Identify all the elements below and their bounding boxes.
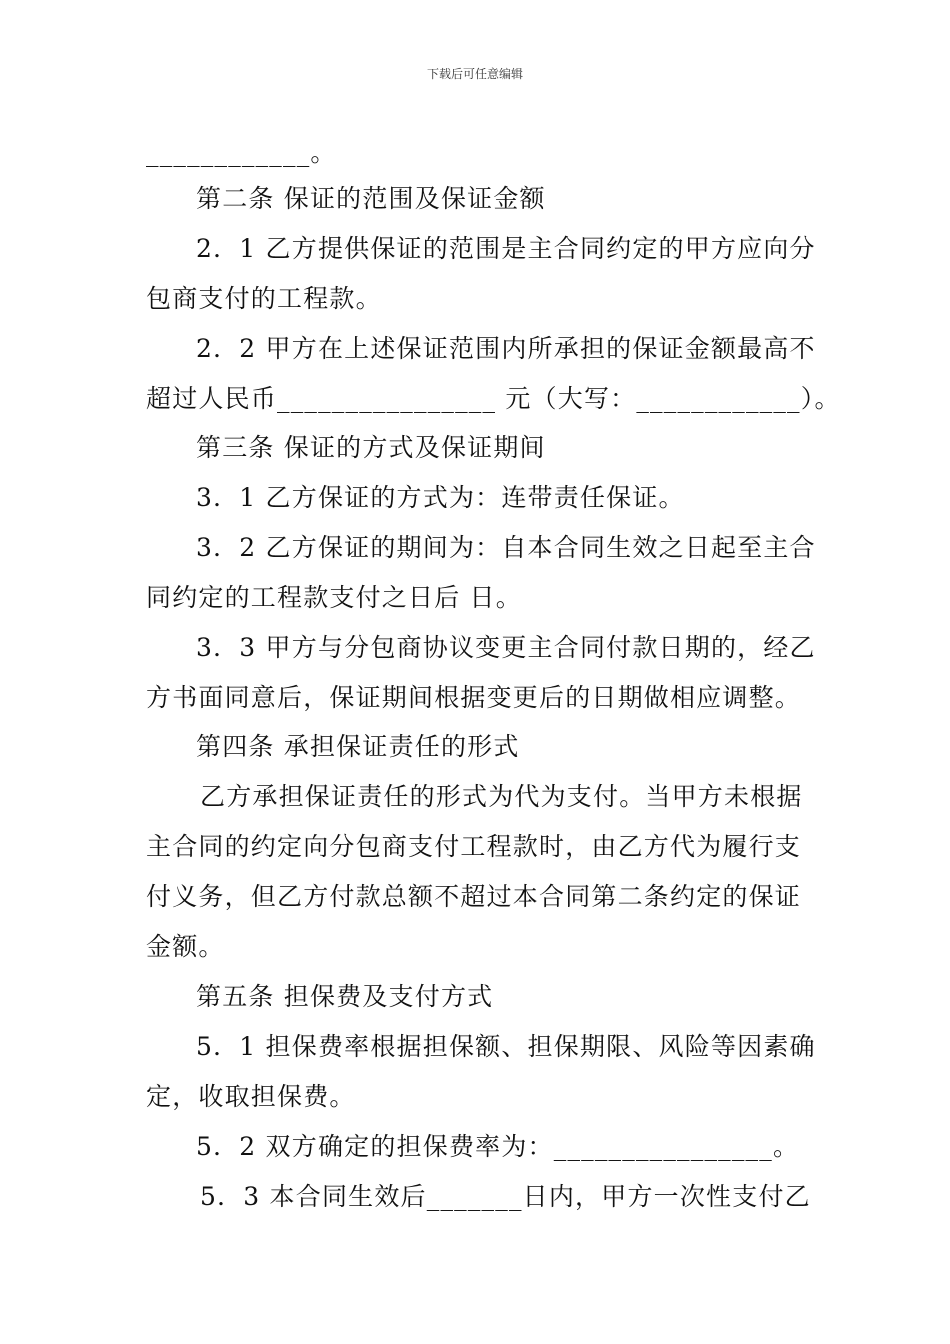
text-line: 同约定的工程款支付之日后 日。 <box>146 583 522 612</box>
text-line: 金额。 <box>146 932 225 961</box>
section-heading: 第三条 保证的方式及保证期间 <box>196 433 546 462</box>
text-line: 定，收取担保费。 <box>146 1082 356 1111</box>
text-line: 3．3 甲方与分包商协议变更主合同付款日期的，经乙 <box>196 633 816 662</box>
text-line: 5．3 本合同生效后_______日内，甲方一次性支付乙 <box>200 1182 811 1211</box>
text-line: 5．2 双方确定的担保费率为：________________。 <box>196 1132 800 1161</box>
section-heading: 第五条 担保费及支付方式 <box>196 982 494 1011</box>
text-line: 3．2 乙方保证的期间为：自本合同生效之日起至主合 <box>196 533 816 562</box>
text-line: 乙方承担保证责任的形式为代为支付。当甲方未根据 <box>200 782 803 811</box>
text-line: 2．1 乙方提供保证的范围是主合同约定的甲方应向分 <box>196 234 816 263</box>
text-line: 超过人民币________________ 元（大写：____________）。 <box>146 384 841 413</box>
text-line: 主合同的约定向分包商支付工程款时，由乙方代为履行支 <box>146 832 802 861</box>
text-line: 方书面同意后，保证期间根据变更后的日期做相应调整。 <box>146 683 802 712</box>
text-line: 2．2 甲方在上述保证范围内所承担的保证金额最高不 <box>196 334 816 363</box>
page-header: 下载后可任意编辑 <box>426 67 523 81</box>
text-line: 付义务，但乙方付款总额不超过本合同第二条约定的保证 <box>146 882 802 911</box>
text-line: 3．1 乙方保证的方式为：连带责任保证。 <box>196 483 685 512</box>
section-heading: 第二条 保证的范围及保证金额 <box>196 184 546 213</box>
text-line: 5．1 担保费率根据担保额、担保期限、风险等因素确 <box>196 1032 816 1061</box>
text-line: 包商支付的工程款。 <box>146 284 382 313</box>
text-line: ____________。 <box>146 138 337 167</box>
section-heading: 第四条 承担保证责任的形式 <box>196 732 520 761</box>
